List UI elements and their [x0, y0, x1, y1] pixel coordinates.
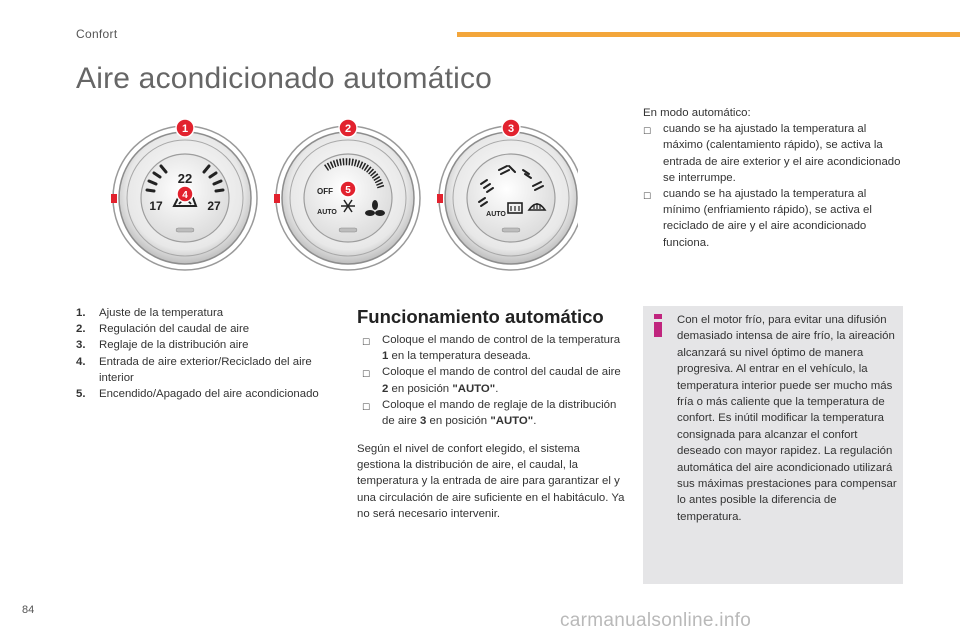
- checkbox-bullet-icon: ☐: [643, 126, 652, 137]
- auto-mode-notes: [643, 105, 905, 251]
- auto-mode-intro: En modo automático:: [643, 107, 751, 119]
- callout-1-label: 1: [181, 123, 189, 135]
- step-item: ☐ Coloque el mando de control del caudal de aire 2 en posición "AUTO".: [362, 364, 624, 396]
- knob3-marker: [437, 194, 443, 203]
- summary-paragraph: Según el nivel de confort elegido, el sistema gestiona la distribución de aire, el caudal, la temperatura y la entrada de aire para garantizar el y una circulación de aire suficiente en el habitáculo. Ya no será necesario intervenir.: [357, 443, 625, 520]
- off-label: OFF: [317, 187, 333, 196]
- section-heading: Funcionamiento automático: [357, 306, 604, 327]
- temperature-knob: [111, 119, 257, 270]
- checkbox-bullet-icon: ☐: [362, 369, 371, 380]
- legend-item: 3. Reglaje de la distribución aire: [76, 339, 249, 352]
- air-distribution-knob: [437, 119, 578, 270]
- legend-item: 5. Encendido/Apagado del aire acondicionado: [76, 388, 319, 401]
- auto-mode-item: ☐ cuando se ha ajustado la temperatura al mínimo (enfriamiento rápido), se activa el reciclado de aire y el aire acondicionado funciona.: [643, 186, 905, 251]
- callout-2-label: 2: [344, 123, 352, 135]
- temp-22-label: 22: [177, 171, 193, 186]
- knob2-marker: [274, 194, 280, 203]
- legend-item: 2. Regulación del caudal de aire: [76, 323, 250, 336]
- legend-item: 1. Ajuste de la temperatura: [76, 307, 224, 319]
- auto-mode-item: ☐ cuando se ha ajustado la temperatura al máximo (calentamiento rápido), se activa la entrada de aire exterior y el aire acondicionado se interrumpe.: [643, 121, 905, 186]
- instruction-steps: [362, 332, 624, 429]
- callout-3-label: 3: [507, 123, 515, 135]
- step-item: ☐ Coloque el mando de control de la temperatura 1 en la temperatura deseada.: [362, 332, 624, 364]
- info-icon: [651, 314, 665, 337]
- temp-27-label: 27: [207, 199, 221, 213]
- climate-control-panel-figure: [108, 116, 578, 281]
- fan-speed-knob: [274, 119, 420, 270]
- page-title: Aire acondicionado automático: [76, 62, 493, 95]
- auto-label-knob3: AUTO: [486, 211, 506, 218]
- knob1-marker: [111, 194, 117, 203]
- checkbox-bullet-icon: ☐: [643, 191, 652, 202]
- temp-17-label: 17: [149, 199, 163, 213]
- page-number: 84: [22, 604, 35, 616]
- callout-5-label: 5: [345, 185, 351, 196]
- auto-label-knob2: AUTO: [317, 209, 337, 216]
- info-text: Con el motor frío, para evitar una difusión demasiado intensa de aire frío, la aireación alcanzará su nivel óptimo de manera progresiva. Al entrar en el vehículo, la temperatura interior puede ser mucho más fría o más caliente que la temperatura de confort. Es inútil modificar la temperatura consignada para alcanzar el confort deseado con mayor rapidez. La regulación automática del aire acondicionado utilizará sus máximas prestaciones para compensar lo antes posible la diferencia de temperatura.: [677, 314, 897, 523]
- checkbox-bullet-icon: ☐: [362, 401, 371, 412]
- figure-legend: [76, 305, 338, 402]
- section-label: Confort: [76, 27, 118, 41]
- legend-item: 4. Entrada de aire exterior/Reciclado del aire interior: [76, 355, 312, 384]
- watermark: carmanualsonline.info: [560, 610, 752, 631]
- callout-4-label: 4: [182, 190, 188, 201]
- step-item: ☐ Coloque el mando de reglaje de la distribución de aire 3 en posición "AUTO".: [362, 397, 624, 429]
- header-rule: [457, 32, 960, 37]
- checkbox-bullet-icon: ☐: [362, 337, 371, 347]
